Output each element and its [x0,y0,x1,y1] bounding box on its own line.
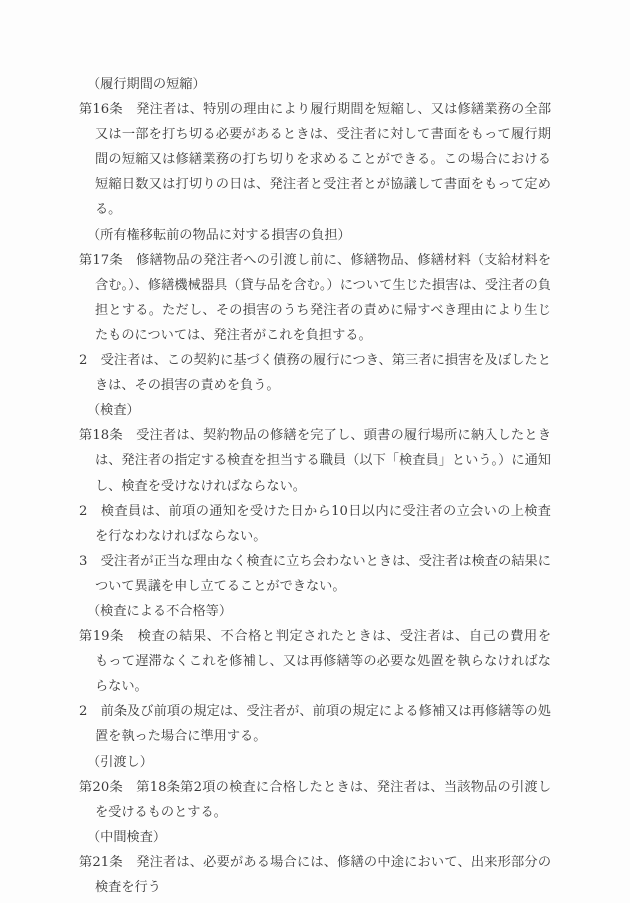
document-body [79,72,551,900]
section-caption [79,750,551,775]
clause-text: （検査による不合格等） [87,603,233,619]
clause-text: （検査） [87,403,140,419]
article-number: 第19条 [79,629,124,645]
article-clause [79,775,551,825]
article-number: 第17条 [79,252,123,268]
clause-text: 発注者は、特別の理由により履行期間を短縮し、又は修繕業務の全部又は一部を打ち切る必要があるときは、受注者に対して書面をもって履行期間の短縮又は修繕業務の打ち切りを求めることができる。この場合における短縮日数又は打切りの日は、発注者と受注者とが協議して書面をもって定める。 [95,102,552,218]
section-caption [79,223,551,248]
article-number: 第20条 [79,779,123,795]
clause-text: 前条及び前項の規定は、受注者が、前項の規定による修補又は再修繕等の処置を執った場合に準用する。 [95,704,551,745]
clause-text: 検査の結果、不合格と判定されたときは、受注者は、自己の費用をもって遅滞なくこれを修補し、又は再修繕等の必要な処置を執らなければならない。 [95,629,552,695]
clause-text: 受注者は、契約物品の修繕を完了し、頭書の履行場所に納入したときは、発注者の指定する検査を担当する職員（以下「検査員」という。）に通知し、検査を受けなければならない。 [95,428,552,494]
article-number: 第21条 [79,854,123,870]
article-clause [79,850,551,900]
article-paragraph [79,549,551,599]
clause-text: （所有権移転前の物品に対する損害の負担） [87,227,351,243]
clause-text: （中間検査） [87,829,167,845]
section-caption [79,72,551,97]
clause-text: （履行期間の短縮） [87,77,206,92]
paragraph-number: 3 [79,553,88,569]
article-paragraph [79,499,551,549]
clause-text: 修繕物品の発注者への引渡し前に、修繕物品、修繕材料（支給材料を含む。）、修繕機械器具（貸与品を含む。）について生じた損害は、受注者の負担とする。ただし、その損害のうち発注者の責めに帰すべき理由により生じたものについては、発注者がこれを負担する。 [95,252,552,343]
article-number: 第16条 [79,102,123,118]
section-caption [79,825,551,850]
clause-text: 第18条第2項の検査に合格したときは、発注者は、当該物品の引渡しを受けるものとする。 [95,779,552,820]
section-caption [79,599,551,624]
clause-text: 発注者は、必要がある場合には、修繕の中途において、出来形部分の検査を行う [95,854,552,895]
clause-text: 検査員は、前項の通知を受けた日から10日以内に受注者の立会いの上検査を行なわなければならない。 [95,503,551,544]
article-paragraph [79,348,551,398]
paragraph-number: 2 [79,503,88,519]
article-clause [79,248,551,348]
clause-text: 受注者は、この契約に基づく債務の履行につき、第三者に損害を及ぼしたときは、その損害の責めを負う。 [95,353,551,394]
paragraph-number: 2 [79,353,88,369]
article-clause [79,624,551,699]
clause-text: （引渡し） [87,754,153,770]
article-clause [79,423,551,498]
paragraph-number: 2 [79,704,88,720]
article-clause [79,97,551,222]
section-caption [79,398,551,423]
article-number: 第18条 [79,428,123,444]
clause-text: 受注者が正当な理由なく検査に立ち会わないときは、受注者は検査の結果について異議を申し立てることができない。 [95,553,551,594]
article-paragraph [79,699,551,749]
